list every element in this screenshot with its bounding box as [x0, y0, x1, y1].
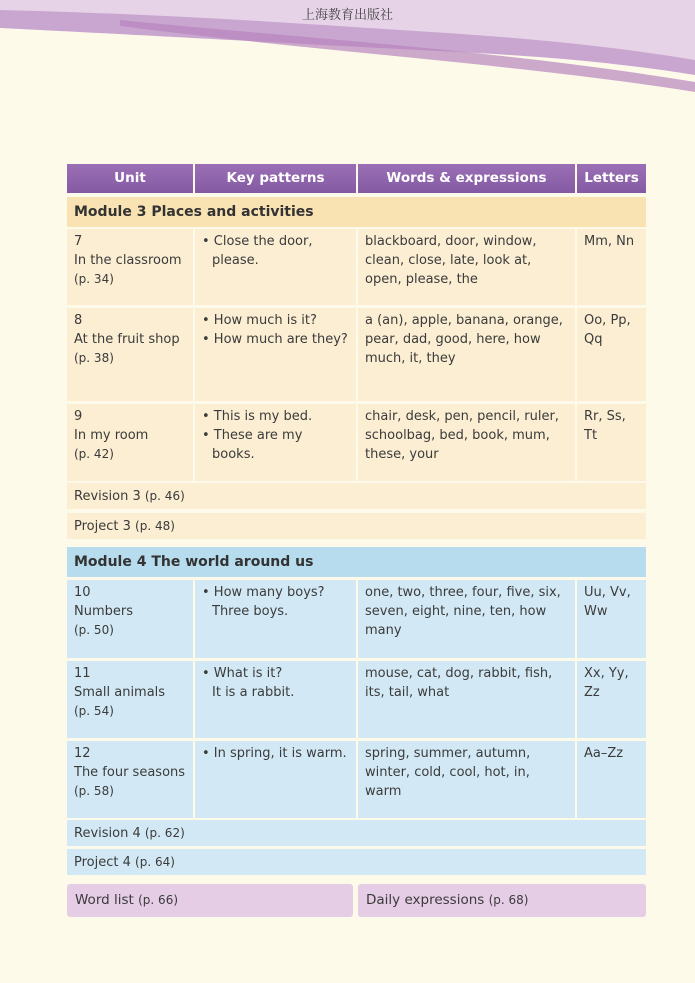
patterns-cell [195, 229, 356, 305]
words-cell: spring, summer, autumn, winter, cold, cool, hot, in, warm [358, 741, 575, 818]
unit-name: In my room [74, 428, 149, 443]
unit-page: (p. 58) [74, 784, 114, 798]
pattern-line: • How much are they? [202, 332, 348, 347]
pattern-line: It is a rabbit. [212, 685, 295, 700]
pattern-line: • How much is it? [202, 313, 317, 328]
revision-page: (p. 46) [144, 489, 185, 503]
revision-label: Revision 4 [74, 826, 141, 841]
module-4-title: Module 4 The world around us [67, 547, 646, 577]
letters-cell: Rr, Ss, Tt [577, 404, 646, 481]
words-cell: a (an), apple, banana, orange, pear, dad, good, here, how much, it, they [358, 308, 575, 401]
revision-3-row [67, 483, 646, 509]
unit-page: (p. 38) [74, 351, 114, 365]
unit-number: 9 [74, 409, 83, 424]
pattern-line: • In spring, it is warm. [202, 746, 347, 761]
table-header-row [67, 164, 646, 193]
pattern-line: Three boys. [212, 604, 289, 619]
unit-page: (p. 50) [74, 623, 114, 637]
project-label: Project 3 [74, 519, 131, 534]
header-unit: Unit [67, 164, 193, 193]
unit-page: (p. 54) [74, 704, 114, 718]
unit-number: 8 [74, 313, 83, 328]
unit-number: 12 [74, 746, 91, 761]
project-3-row [67, 513, 646, 539]
pattern-line: • These are my books. [202, 428, 303, 462]
unit-cell [67, 580, 193, 658]
project-page: (p. 64) [135, 855, 175, 869]
word-list-label: Word list [75, 892, 134, 908]
unit-page: (p. 42) [74, 447, 114, 461]
word-list-box [67, 884, 353, 917]
project-4-row [67, 849, 646, 875]
unit-name: Small animals [74, 685, 166, 700]
unit-cell [67, 661, 193, 738]
patterns-cell [195, 404, 356, 481]
header-key-patterns: Key patterns [195, 164, 356, 193]
revision-page: (p. 62) [144, 826, 185, 840]
unit-page: (p. 34) [74, 272, 114, 286]
pattern-line: please. [212, 253, 259, 268]
unit-name: The four seasons [74, 765, 186, 780]
daily-expressions-page: (p. 68) [488, 893, 529, 907]
words-cell: one, two, three, four, five, six, seven, eight, nine, ten, how many [358, 580, 575, 658]
unit-cell [67, 404, 193, 481]
header-letters: Letters [577, 164, 646, 193]
unit-number: 11 [74, 666, 91, 681]
patterns-cell [195, 661, 356, 738]
letters-cell: Aa–Zz [577, 741, 646, 818]
unit-cell [67, 741, 193, 818]
letters-cell: Mm, Nn [577, 229, 646, 305]
letters-cell: Xx, Yy, Zz [577, 661, 646, 738]
patterns-cell [195, 308, 356, 401]
unit-name: In the classroom [74, 253, 182, 268]
words-cell: mouse, cat, dog, rabbit, fish, its, tail, what [358, 661, 575, 738]
unit-number: 7 [74, 234, 83, 249]
letters-cell: Oo, Pp, Qq [577, 308, 646, 401]
module-3-title: Module 3 Places and activities [67, 197, 646, 227]
unit-cell [67, 308, 193, 401]
unit-number: 10 [74, 585, 91, 600]
pattern-line: • How many boys? [202, 585, 325, 600]
patterns-cell [195, 580, 356, 658]
words-cell: chair, desk, pen, pencil, ruler, schoolbag, bed, book, mum, these, your [358, 404, 575, 481]
publisher-name: 上海教育出版社 [301, 8, 393, 23]
daily-expressions-box [358, 884, 646, 917]
unit-name: Numbers [74, 604, 133, 619]
unit-cell [67, 229, 193, 305]
patterns-cell [195, 741, 356, 818]
unit-name: At the fruit shop [74, 332, 180, 347]
word-list-page: (p. 66) [138, 893, 179, 907]
pattern-line: • This is my bed. [202, 409, 313, 424]
project-page: (p. 48) [135, 519, 175, 533]
daily-expressions-label: Daily expressions [366, 892, 485, 908]
letters-cell: Uu, Vv, Ww [577, 580, 646, 658]
header-words-expressions: Words & expressions [358, 164, 575, 193]
revision-4-row [67, 820, 646, 846]
project-label: Project 4 [74, 855, 131, 870]
pattern-line: • Close the door, [202, 234, 313, 249]
words-cell: blackboard, door, window, clean, close, late, look at, open, please, the [358, 229, 575, 305]
pattern-line: • What is it? [202, 666, 283, 681]
revision-label: Revision 3 [74, 489, 141, 504]
